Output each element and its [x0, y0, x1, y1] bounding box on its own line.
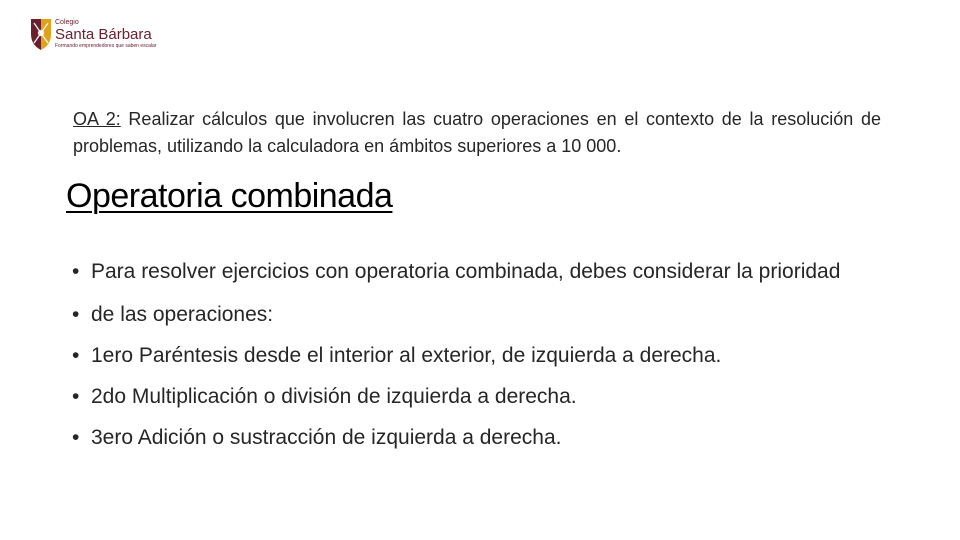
bullet-list [72, 258, 892, 464]
bullet-text: de las operaciones: [91, 303, 274, 326]
learning-objective [73, 106, 881, 160]
bullet-text: 3ero Adición o sustracción de izquierda a derecha. [91, 426, 562, 449]
logo-name: Santa Bárbara [55, 26, 152, 43]
logo-text [55, 17, 156, 49]
bullet-text: Para resolver ejercicios con operatoria combinada, debes considerar la prioridad [91, 260, 841, 283]
bullet-marker: • [72, 303, 80, 326]
list-item [72, 423, 892, 453]
list-item [72, 341, 892, 371]
logo-tagline: Formando emprendedores que saben escalar [55, 43, 157, 49]
school-logo [30, 17, 156, 51]
bullet-text: 1ero Paréntesis desde el interior al exterior, de izquierda a derecha. [91, 344, 722, 367]
page-title: Operatoria combinada [66, 177, 393, 215]
list-item [72, 258, 892, 286]
bullet-marker: • [72, 260, 80, 283]
bullet-marker: • [72, 426, 80, 449]
objective-label: OA 2: [73, 109, 121, 129]
logo-small-text: Colegio [55, 19, 79, 26]
list-item [72, 382, 892, 412]
list-item [72, 300, 892, 330]
bullet-marker: • [72, 344, 80, 367]
bullet-marker: • [72, 385, 80, 408]
crest-icon [30, 17, 52, 51]
objective-text: Realizar cálculos que involucren las cuatro operaciones en el contexto de la resolución de problemas, utilizando la calculadora en ámbitos superiores a 10 000. [73, 109, 881, 156]
bullet-text: 2do Multiplicación o división de izquierda a derecha. [91, 385, 577, 408]
